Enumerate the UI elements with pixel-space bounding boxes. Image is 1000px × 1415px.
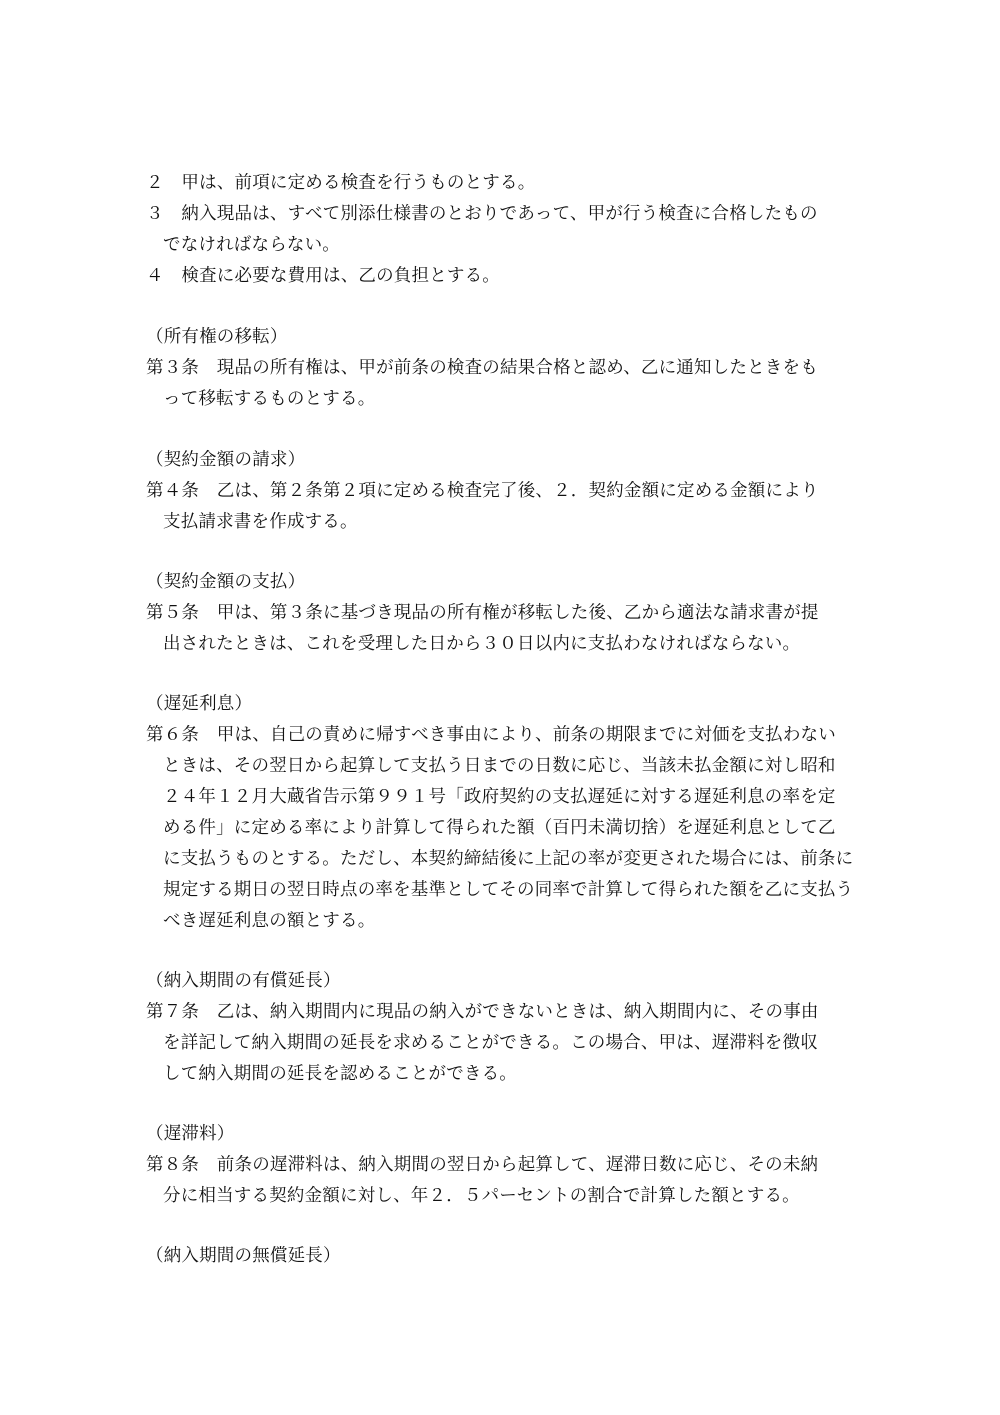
article-8-line-1: 第８条 前条の遅滞料は、納入期間の翌日から起算して、遅滞日数に応じ、その未納 [146,1155,819,1175]
article-6-line-5: に支払うものとする。ただし、本契約締結後に上記の率が変更された場合には、前条に [163,849,854,869]
article-7-line-1: 第７条 乙は、納入期間内に現品の納入ができないときは、納入期間内に、その事由 [146,1002,819,1022]
article-6-line-6: 規定する期日の翌日時点の率を基準としてその同率で計算して得られた額を乙に支払う [163,880,854,900]
article-4-line-1: 第４条 乙は、第２条第２項に定める検査完了後、２．契約金額に定める金額により [146,481,819,501]
heading-late-interest: （遅延利息） [146,694,253,714]
article-8-line-2: 分に相当する契約金額に対し、年２．５パーセントの割合で計算した額とする。 [163,1186,800,1206]
heading-contract-billing: （契約金額の請求） [146,450,306,470]
clause-2-3-line-1: ３ 納入現品は、すべて別添仕様書のとおりであって、甲が行う検査に合格したもの [146,204,818,224]
heading-free-extension: （納入期間の無償延長） [146,1246,341,1266]
clause-2-2: ２ 甲は、前項に定める検査を行うものとする。 [146,173,536,193]
article-7-line-2: を詳記して納入期間の延長を求めることができる。この場合、甲は、遅滞料を徴収 [163,1033,818,1053]
article-6-line-4: める件」に定める率により計算して得られた額（百円未満切捨）を遅延利息として乙 [163,818,836,838]
article-7-line-3: して納入期間の延長を認めることができる。 [163,1064,517,1084]
article-6-line-2: ときは、その翌日から起算して支払う日までの日数に応じ、当該未払金額に対し昭和 [163,756,836,776]
article-6-line-7: べき遅延利息の額とする。 [163,911,376,931]
article-3-line-2: って移転するものとする。 [163,389,376,409]
article-6-line-1: 第６条 甲は、自己の責めに帰すべき事由により、前条の期限までに対価を支払わない [146,725,836,745]
heading-paid-extension: （納入期間の有償延長） [146,971,341,991]
article-5-line-2: 出されたときは、これを受理した日から３０日以内に支払わなければならない。 [163,634,801,654]
article-4-line-2: 支払請求書を作成する。 [163,512,358,532]
heading-ownership-transfer: （所有権の移転） [146,327,288,347]
heading-contract-payment: （契約金額の支払） [146,572,306,592]
clause-2-4: ４ 検査に必要な費用は、乙の負担とする。 [146,266,500,286]
article-3-line-1: 第３条 現品の所有権は、甲が前条の検査の結果合格と認め、乙に通知したときをも [146,358,818,378]
article-6-line-3: ２４年１２月大蔵省告示第９９１号「政府契約の支払遅延に対する遅延利息の率を定 [163,787,836,807]
heading-delay-fee: （遅滞料） [146,1124,235,1144]
clause-2-3-line-2: でなければならない。 [163,235,340,255]
article-5-line-1: 第５条 甲は、第３条に基づき現品の所有権が移転した後、乙から適法な請求書が提 [146,603,819,623]
